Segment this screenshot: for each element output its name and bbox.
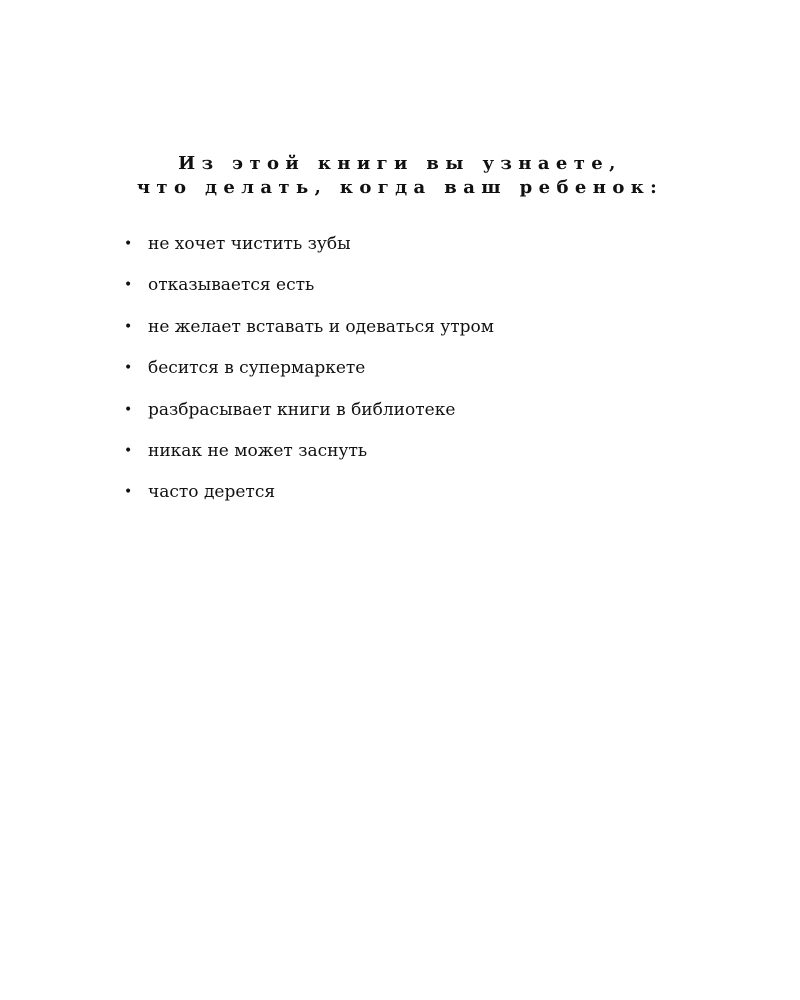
- list-item: [124, 230, 494, 271]
- list-item-text: часто дерется: [148, 482, 276, 503]
- list-item: [124, 437, 494, 478]
- heading-line-1: Из этой книги вы узнаете,: [178, 153, 622, 174]
- bullet-icon: •: [124, 277, 133, 294]
- bullet-icon: •: [124, 484, 133, 501]
- page-heading: [100, 152, 700, 200]
- list-item: [124, 396, 494, 437]
- list-item: [124, 313, 494, 354]
- list-item-text: бесится в супермаркете: [148, 358, 366, 379]
- bullet-icon: •: [124, 236, 133, 252]
- list-item-text: разбрасывает книги в библиотеке: [148, 399, 456, 420]
- list-item-text: не хочет чистить зубы: [148, 234, 351, 254]
- list-item: [124, 354, 494, 395]
- list-item: [124, 271, 494, 312]
- bullet-icon: •: [124, 442, 133, 459]
- list-item: [124, 478, 494, 519]
- bullet-icon: •: [124, 401, 133, 418]
- list-item-text: никак не может заснуть: [148, 440, 368, 461]
- list-item-text: отказывается есть: [148, 275, 315, 296]
- bullet-icon: •: [124, 360, 133, 377]
- topics-list: [124, 230, 494, 520]
- list-item-text: не желает вставать и одеваться утром: [148, 316, 494, 337]
- heading-line-2: что делать, когда ваш ребенок:: [136, 177, 664, 198]
- bullet-icon: •: [124, 318, 133, 335]
